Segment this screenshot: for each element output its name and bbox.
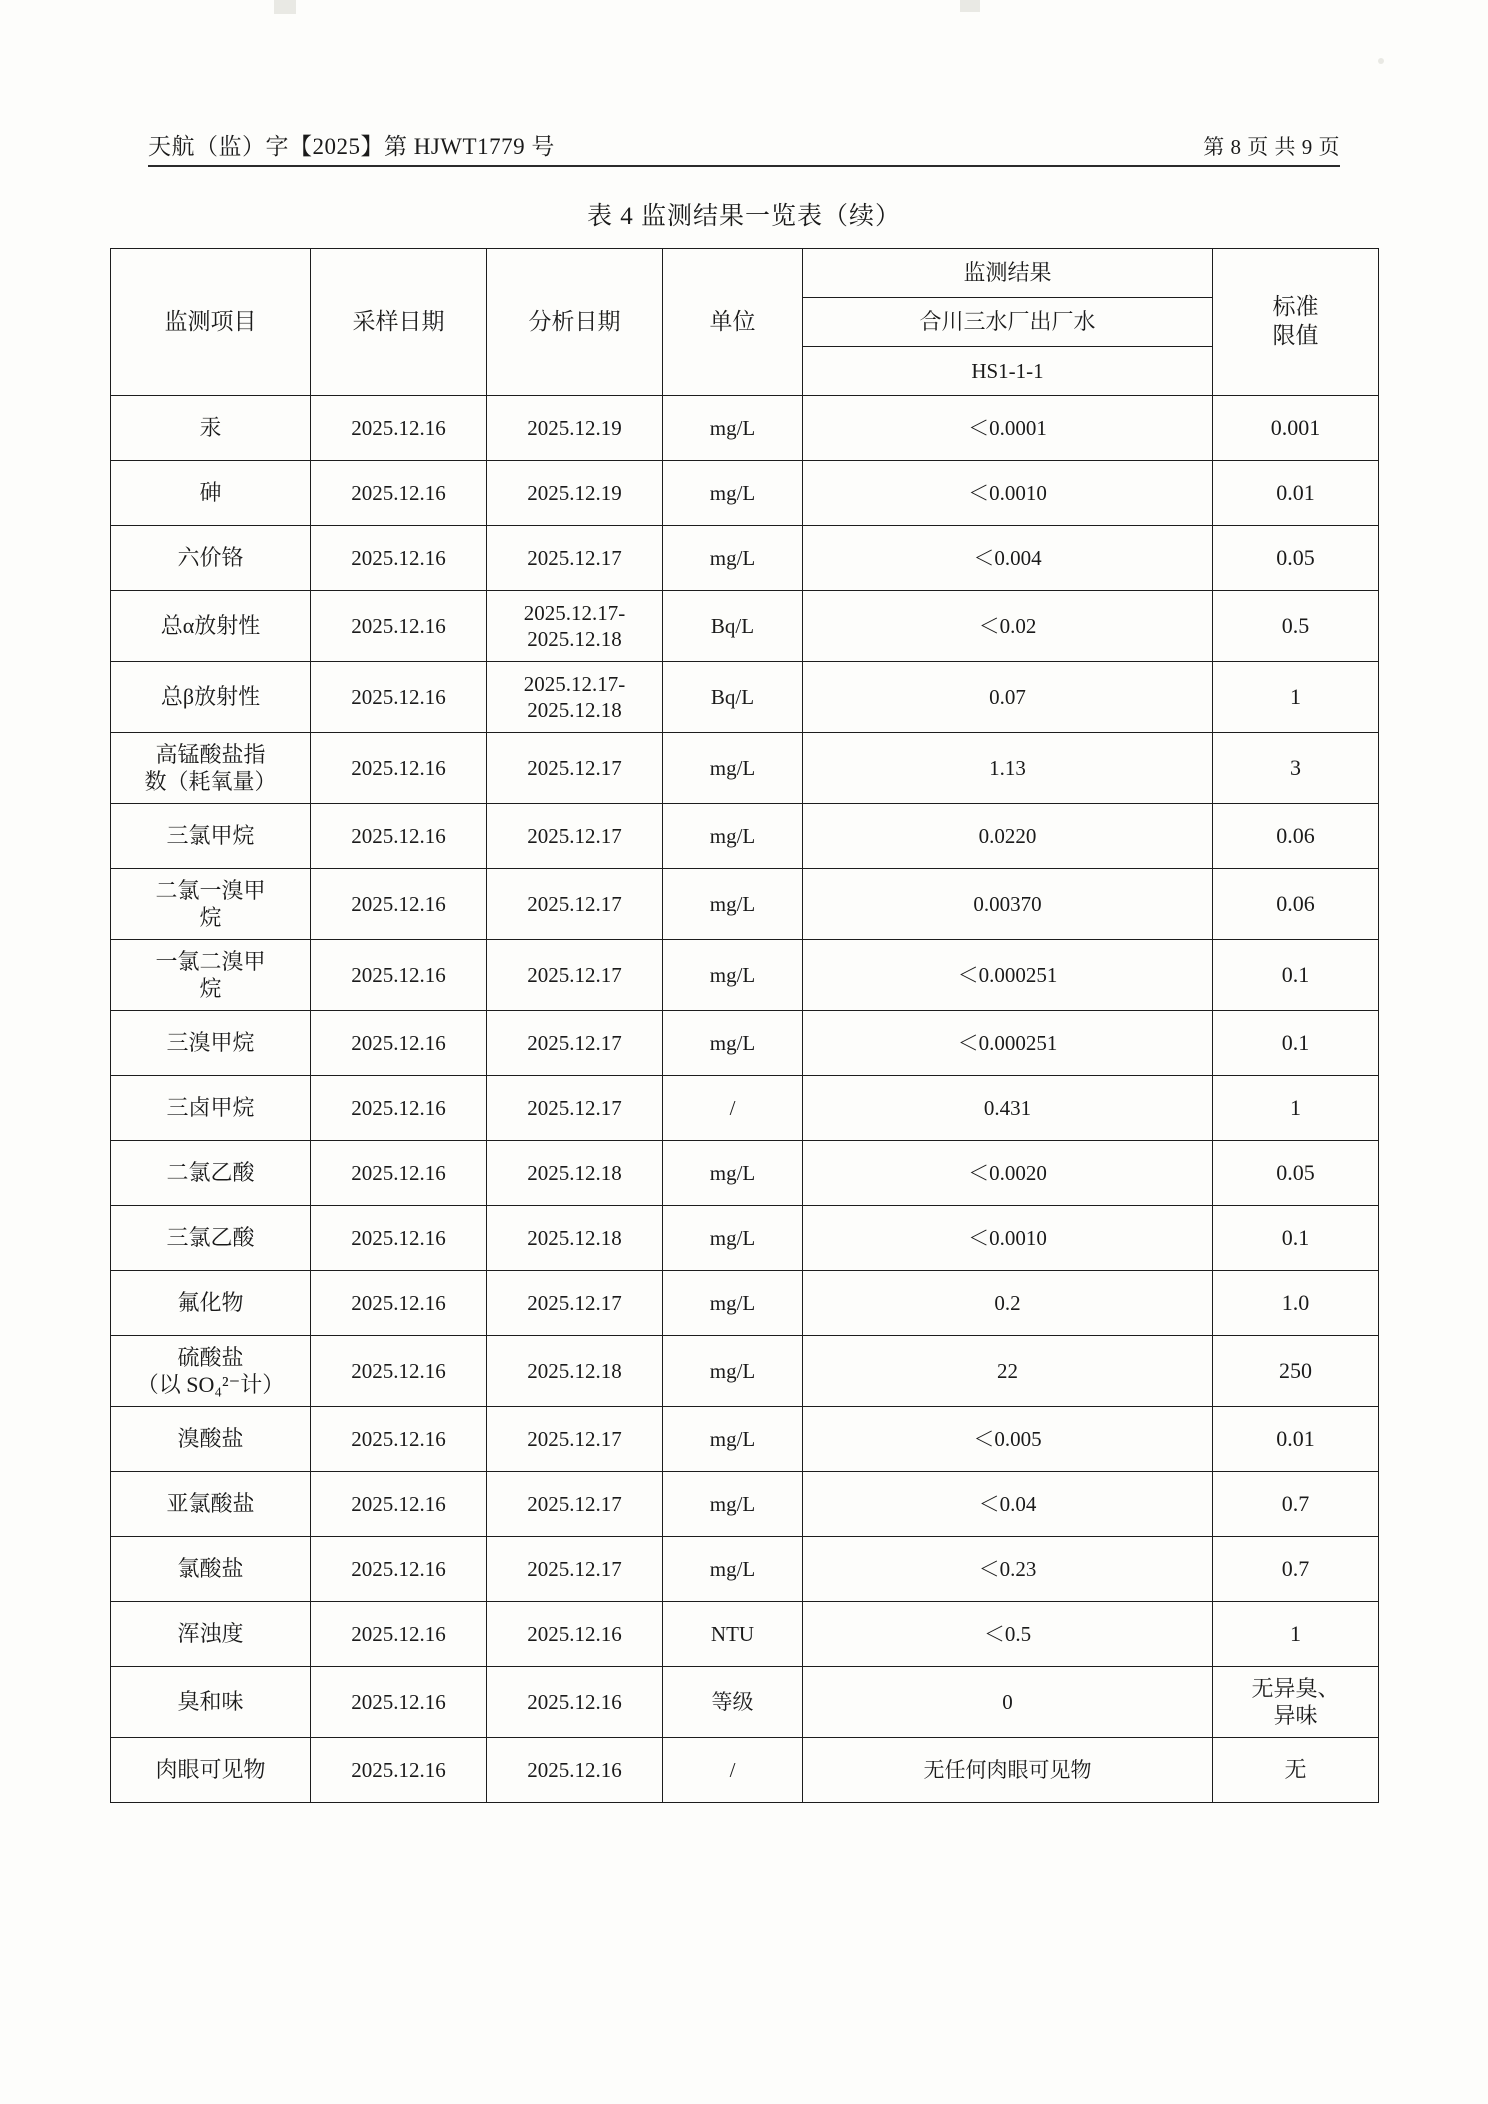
header-divider bbox=[148, 165, 1340, 167]
cell-item-line-2: 烷 bbox=[199, 976, 222, 1001]
table-row bbox=[111, 1407, 1379, 1472]
cell-result: ＜0.0010 bbox=[803, 461, 1213, 526]
cell-item-line-1: 高锰酸盐指 bbox=[155, 741, 266, 767]
cell-item-line-2: 烷 bbox=[199, 905, 222, 930]
cell-item: 三溴甲烷 bbox=[111, 1011, 311, 1076]
table-row bbox=[111, 1141, 1379, 1206]
cell-analysis-date: 2025.12.17 bbox=[487, 733, 663, 804]
cell-analysis-date: 2025.12.18 bbox=[487, 1336, 663, 1407]
cell-result: 0.00370 bbox=[803, 869, 1213, 940]
cell-result: ＜0.000251 bbox=[803, 940, 1213, 1011]
cell-unit: mg/L bbox=[663, 733, 803, 804]
cell-unit: mg/L bbox=[663, 940, 803, 1011]
cell-analysis-date: 2025.12.19 bbox=[487, 396, 663, 461]
cell-result: ＜0.04 bbox=[803, 1472, 1213, 1537]
cell-result: 0.07 bbox=[803, 662, 1213, 733]
cell-sample-date: 2025.12.16 bbox=[311, 1011, 487, 1076]
cell-item bbox=[111, 869, 311, 940]
scan-artifact bbox=[1378, 58, 1384, 64]
cell-result: ＜0.005 bbox=[803, 1407, 1213, 1472]
cell-sample-date: 2025.12.16 bbox=[311, 869, 487, 940]
cell-sample-date: 2025.12.16 bbox=[311, 591, 487, 662]
cell-unit: mg/L bbox=[663, 869, 803, 940]
table-head bbox=[111, 249, 1379, 396]
col-header-limit-line2: 限值 bbox=[1272, 323, 1319, 348]
cell-item: 氟化物 bbox=[111, 1271, 311, 1336]
cell-sample-date: 2025.12.16 bbox=[311, 1336, 487, 1407]
cell-sample-date: 2025.12.16 bbox=[311, 662, 487, 733]
col-header-result-code: HS1-1-1 bbox=[803, 347, 1213, 396]
cell-analysis-date bbox=[487, 591, 663, 662]
cell-unit: mg/L bbox=[663, 1336, 803, 1407]
cell-item: 三氯甲烷 bbox=[111, 804, 311, 869]
table-header-row-1 bbox=[111, 249, 1379, 298]
table-body bbox=[111, 396, 1379, 1803]
cell-unit: mg/L bbox=[663, 1472, 803, 1537]
cell-analysis-date: 2025.12.17 bbox=[487, 1271, 663, 1336]
cell-sample-date: 2025.12.16 bbox=[311, 461, 487, 526]
cell-limit: 0.5 bbox=[1213, 591, 1379, 662]
table-row bbox=[111, 1271, 1379, 1336]
cell-limit: 0.05 bbox=[1213, 526, 1379, 591]
cell-analysis-date: 2025.12.18 bbox=[487, 1206, 663, 1271]
cell-result: ＜0.5 bbox=[803, 1602, 1213, 1667]
cell-item: 总β放射性 bbox=[111, 662, 311, 733]
table-row bbox=[111, 1336, 1379, 1407]
cell-analysis-date: 2025.12.17 bbox=[487, 1076, 663, 1141]
cell-analysis-date-line-1: 2025.12.17- bbox=[523, 600, 626, 625]
cell-result: ＜0.000251 bbox=[803, 1011, 1213, 1076]
page-header bbox=[148, 128, 1340, 161]
table-row bbox=[111, 1076, 1379, 1141]
table-row bbox=[111, 1537, 1379, 1602]
cell-item bbox=[111, 940, 311, 1011]
cell-unit: mg/L bbox=[663, 396, 803, 461]
cell-limit-line-2: 异味 bbox=[1273, 1703, 1318, 1728]
cell-analysis-date-line-2: 2025.12.18 bbox=[527, 627, 622, 651]
cell-limit: 1 bbox=[1213, 1602, 1379, 1667]
cell-sample-date: 2025.12.16 bbox=[311, 1407, 487, 1472]
cell-limit: 250 bbox=[1213, 1336, 1379, 1407]
cell-item: 溴酸盐 bbox=[111, 1407, 311, 1472]
cell-sample-date: 2025.12.16 bbox=[311, 1206, 487, 1271]
cell-analysis-date: 2025.12.16 bbox=[487, 1602, 663, 1667]
table-row bbox=[111, 1738, 1379, 1803]
cell-sample-date: 2025.12.16 bbox=[311, 940, 487, 1011]
cell-item-line-1: 硫酸盐 bbox=[177, 1344, 244, 1370]
cell-limit bbox=[1213, 1667, 1379, 1738]
table-row bbox=[111, 1011, 1379, 1076]
table-row bbox=[111, 733, 1379, 804]
cell-result: ＜0.004 bbox=[803, 526, 1213, 591]
cell-limit: 0.06 bbox=[1213, 869, 1379, 940]
cell-result: 22 bbox=[803, 1336, 1213, 1407]
cell-item-line-2: 数（耗氧量） bbox=[144, 769, 277, 794]
cell-limit: 0.1 bbox=[1213, 940, 1379, 1011]
table-title: 表 4 监测结果一览表（续） bbox=[586, 203, 901, 230]
cell-result: 1.13 bbox=[803, 733, 1213, 804]
cell-unit: mg/L bbox=[663, 804, 803, 869]
cell-analysis-date: 2025.12.19 bbox=[487, 461, 663, 526]
cell-item: 六价铬 bbox=[111, 526, 311, 591]
cell-unit: Bq/L bbox=[663, 591, 803, 662]
table-row bbox=[111, 461, 1379, 526]
cell-unit: / bbox=[663, 1076, 803, 1141]
table-row bbox=[111, 526, 1379, 591]
table-row bbox=[111, 591, 1379, 662]
cell-unit: mg/L bbox=[663, 1011, 803, 1076]
cell-result: ＜0.23 bbox=[803, 1537, 1213, 1602]
cell-unit: mg/L bbox=[663, 526, 803, 591]
cell-limit: 1 bbox=[1213, 1076, 1379, 1141]
cell-item: 三氯乙酸 bbox=[111, 1206, 311, 1271]
cell-item: 三卤甲烷 bbox=[111, 1076, 311, 1141]
cell-limit: 0.7 bbox=[1213, 1472, 1379, 1537]
col-header-item: 监测项目 bbox=[111, 249, 311, 396]
cell-item: 汞 bbox=[111, 396, 311, 461]
table-row bbox=[111, 1602, 1379, 1667]
cell-analysis-date bbox=[487, 662, 663, 733]
cell-analysis-date: 2025.12.17 bbox=[487, 1407, 663, 1472]
cell-limit: 1 bbox=[1213, 662, 1379, 733]
cell-result: ＜0.0020 bbox=[803, 1141, 1213, 1206]
table-row bbox=[111, 1667, 1379, 1738]
col-header-result-site: 合川三水厂出厂水 bbox=[803, 298, 1213, 347]
cell-limit-line-1: 无异臭、 bbox=[1251, 1675, 1340, 1701]
cell-item: 总α放射性 bbox=[111, 591, 311, 662]
cell-unit: mg/L bbox=[663, 1271, 803, 1336]
cell-result: ＜0.0001 bbox=[803, 396, 1213, 461]
cell-analysis-date: 2025.12.17 bbox=[487, 1472, 663, 1537]
cell-unit: 等级 bbox=[663, 1667, 803, 1738]
cell-item: 浑浊度 bbox=[111, 1602, 311, 1667]
cell-item: 砷 bbox=[111, 461, 311, 526]
col-header-limit-line1: 标准 bbox=[1272, 294, 1319, 320]
cell-limit: 0.7 bbox=[1213, 1537, 1379, 1602]
cell-result: 0 bbox=[803, 1667, 1213, 1738]
cell-sample-date: 2025.12.16 bbox=[311, 1602, 487, 1667]
cell-limit: 0.01 bbox=[1213, 461, 1379, 526]
page-number: 第 8 页 共 9 页 bbox=[1203, 135, 1340, 159]
cell-sample-date: 2025.12.16 bbox=[311, 396, 487, 461]
col-header-result: 监测结果 bbox=[803, 249, 1213, 298]
cell-limit: 3 bbox=[1213, 733, 1379, 804]
cell-result: 0.431 bbox=[803, 1076, 1213, 1141]
cell-limit: 0.05 bbox=[1213, 1141, 1379, 1206]
scan-artifact bbox=[960, 0, 980, 12]
scan-artifact bbox=[274, 0, 296, 14]
cell-limit: 0.06 bbox=[1213, 804, 1379, 869]
cell-sample-date: 2025.12.16 bbox=[311, 1141, 487, 1206]
cell-unit: mg/L bbox=[663, 1407, 803, 1472]
cell-item: 亚氯酸盐 bbox=[111, 1472, 311, 1537]
cell-result: 0.2 bbox=[803, 1271, 1213, 1336]
table-row bbox=[111, 940, 1379, 1011]
col-header-analysis-date: 分析日期 bbox=[487, 249, 663, 396]
cell-limit: 0.001 bbox=[1213, 396, 1379, 461]
cell-unit: NTU bbox=[663, 1602, 803, 1667]
cell-result: 0.0220 bbox=[803, 804, 1213, 869]
cell-sample-date: 2025.12.16 bbox=[311, 1738, 487, 1803]
table-row bbox=[111, 1472, 1379, 1537]
cell-analysis-date: 2025.12.17 bbox=[487, 1537, 663, 1602]
cell-sample-date: 2025.12.16 bbox=[311, 526, 487, 591]
cell-limit: 0.1 bbox=[1213, 1011, 1379, 1076]
monitoring-results-table bbox=[110, 248, 1379, 1803]
cell-sample-date: 2025.12.16 bbox=[311, 1472, 487, 1537]
table-row bbox=[111, 662, 1379, 733]
cell-analysis-date: 2025.12.16 bbox=[487, 1667, 663, 1738]
cell-unit: mg/L bbox=[663, 1537, 803, 1602]
cell-result: 无任何肉眼可见物 bbox=[803, 1738, 1213, 1803]
cell-item-line-1: 二氯一溴甲 bbox=[155, 877, 266, 903]
table-row bbox=[111, 804, 1379, 869]
cell-analysis-date: 2025.12.17 bbox=[487, 526, 663, 591]
cell-unit: mg/L bbox=[663, 461, 803, 526]
cell-limit: 0.01 bbox=[1213, 1407, 1379, 1472]
cell-sample-date: 2025.12.16 bbox=[311, 733, 487, 804]
table-row bbox=[111, 1206, 1379, 1271]
cell-analysis-date: 2025.12.17 bbox=[487, 940, 663, 1011]
table-row bbox=[111, 869, 1379, 940]
cell-analysis-date: 2025.12.17 bbox=[487, 804, 663, 869]
cell-unit: mg/L bbox=[663, 1206, 803, 1271]
col-header-sample-date: 采样日期 bbox=[311, 249, 487, 396]
cell-result: ＜0.02 bbox=[803, 591, 1213, 662]
cell-item-line-1: 一氯二溴甲 bbox=[155, 948, 266, 974]
report-number: 天航（监）字【2025】第 HJWT1779 号 bbox=[148, 134, 555, 159]
cell-unit: / bbox=[663, 1738, 803, 1803]
table-row bbox=[111, 396, 1379, 461]
cell-analysis-date-line-1: 2025.12.17- bbox=[523, 671, 626, 696]
cell-limit: 无 bbox=[1213, 1738, 1379, 1803]
cell-sample-date: 2025.12.16 bbox=[311, 1667, 487, 1738]
cell-analysis-date: 2025.12.18 bbox=[487, 1141, 663, 1206]
cell-analysis-date: 2025.12.17 bbox=[487, 1011, 663, 1076]
cell-analysis-date: 2025.12.16 bbox=[487, 1738, 663, 1803]
cell-sample-date: 2025.12.16 bbox=[311, 1076, 487, 1141]
cell-item: 氯酸盐 bbox=[111, 1537, 311, 1602]
cell-limit: 1.0 bbox=[1213, 1271, 1379, 1336]
cell-item bbox=[111, 733, 311, 804]
cell-result: ＜0.0010 bbox=[803, 1206, 1213, 1271]
cell-analysis-date-line-2: 2025.12.18 bbox=[527, 698, 622, 722]
cell-unit: Bq/L bbox=[663, 662, 803, 733]
cell-item: 臭和味 bbox=[111, 1667, 311, 1738]
cell-item: 肉眼可见物 bbox=[111, 1738, 311, 1803]
cell-analysis-date: 2025.12.17 bbox=[487, 869, 663, 940]
cell-item-line-2: （以 SO₄²⁻计） bbox=[136, 1372, 285, 1397]
cell-sample-date: 2025.12.16 bbox=[311, 1537, 487, 1602]
cell-item bbox=[111, 1336, 311, 1407]
cell-unit: mg/L bbox=[663, 1141, 803, 1206]
col-header-limit bbox=[1213, 249, 1379, 396]
col-header-unit: 单位 bbox=[663, 249, 803, 396]
cell-item: 二氯乙酸 bbox=[111, 1141, 311, 1206]
cell-sample-date: 2025.12.16 bbox=[311, 1271, 487, 1336]
cell-limit: 0.1 bbox=[1213, 1206, 1379, 1271]
cell-sample-date: 2025.12.16 bbox=[311, 804, 487, 869]
